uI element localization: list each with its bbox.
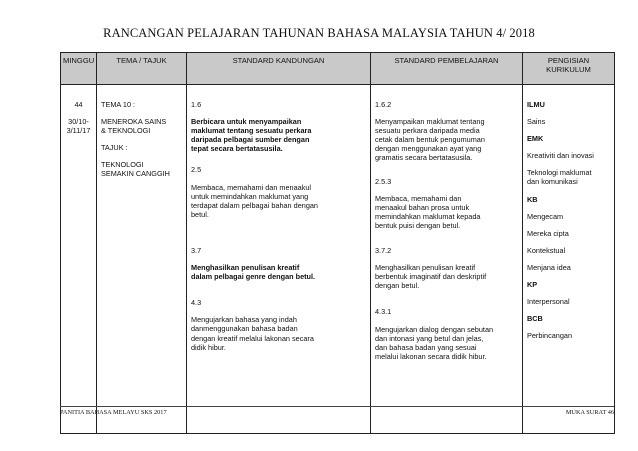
footer-left-text: PANITIA BAHASA MELAYU SKS 2017 (60, 409, 167, 416)
pk-item-menjana-idea: Menjana idea (527, 262, 571, 272)
sk-code: 2.5 (191, 165, 202, 175)
sp-text-line: dengan menggunakan ayat yang (375, 144, 482, 154)
sp-text-line: cetak dalam bentuk pengumuman (375, 135, 485, 145)
sp-text-line: dengan betul. (375, 281, 420, 291)
table-header-row (61, 53, 615, 85)
sp-text-line: memindahkan maklumat kepada (375, 211, 481, 221)
sp-text-line: dan intonasi yang betul dan jelas, (375, 333, 484, 343)
pk-item-perbincangan: Perbincangan (527, 331, 573, 341)
sk-text-line: Berbicara untuk menyampaikan (191, 117, 302, 127)
tema-label: TEMA 10 : (101, 100, 136, 109)
sk-text-line: maklumat tentang sesuatu perkara (191, 126, 312, 136)
pk-item-sains: Sains (527, 117, 546, 127)
sp-code: 4.3.1 (375, 307, 392, 317)
sp-code: 3.7.2 (375, 246, 392, 256)
sk-text-line: daripada pelbagai sumber dengan (191, 135, 310, 145)
cell-tema-tajuk (97, 85, 187, 434)
pk-heading-ilmu: ILMU (527, 100, 545, 109)
sp-text-line: dan bahasa badan yang sesuai (375, 342, 477, 352)
pk-item-tmk (527, 168, 610, 186)
tema-line-2: & TEKNOLOGI (101, 126, 151, 136)
sk-text-line: danmenggunakan bahasa badan (191, 324, 298, 334)
sk-code: 3.7 (191, 245, 202, 255)
header-tema-tajuk: TEMA / TAJUK (97, 53, 187, 85)
pk-heading-kb: KB (527, 194, 538, 204)
cell-standard-pembelajaran (371, 85, 523, 434)
cell-standard-kandungan (187, 85, 371, 434)
sk-code: 1.6 (191, 100, 202, 109)
week-number: 44 (74, 100, 83, 109)
footer-page-number: MUKA SURAT 46 (565, 409, 614, 416)
sk-text-line: dengan kreatif melalui lakonan secara (191, 333, 314, 343)
tajuk-line-1: TEKNOLOGI (101, 160, 144, 170)
sp-text-line: melalui lakonan secara didik hibur. (375, 351, 487, 361)
sk-text-line: Menghasilkan penulisan kreatif (191, 263, 300, 273)
page-title: RANCANGAN PELAJARAN TAHUNAN BAHASA MALAYSIA TAHUN 4/ 2018 (103, 26, 535, 40)
pk-item-kreativiti: Kreativiti dan inovasi (527, 151, 594, 161)
tajuk-label: TAJUK : (101, 143, 128, 153)
pk-item-mereka-cipta: Mereka cipta (527, 228, 569, 238)
sk-text-line: didik hibur. (191, 342, 226, 352)
cell-pengisian-kurikulum (523, 85, 615, 434)
cell-minggu (61, 85, 97, 434)
sp-code: 1.6.2 (375, 100, 392, 109)
sp-text-line: sesuatu perkara daripada media (375, 126, 480, 136)
tajuk-line-2: SEMAKIN CANGGIH (101, 169, 170, 179)
footer-rule (60, 406, 614, 407)
sp-text-line: Mengujarkan dialog dengan sebutan (375, 324, 494, 334)
pk-item-interpersonal: Interpersonal (527, 297, 570, 307)
week-date-start: 30/10- (68, 117, 89, 127)
week-date-end: 3/11/17 (66, 126, 91, 136)
sk-text-line: Mengujarkan bahasa yang indah (191, 315, 297, 325)
sk-text-line: untuk memindahkan maklumat yang (191, 191, 309, 201)
pk-item-tmk-line2: dan komunikasi (527, 177, 578, 187)
header-minggu: MINGGU (61, 53, 97, 85)
header-standard-kandungan: STANDARD KANDUNGAN (187, 53, 371, 85)
header-pengisian-kurikulum (523, 53, 615, 85)
header-pk-line1: PENGISIAN (547, 56, 590, 65)
sp-text-line: Menyampaikan maklumat tentang (375, 117, 485, 127)
sp-text-line: menaakul bahan prosa untuk (375, 202, 470, 212)
sk-code: 4.3 (191, 298, 202, 308)
sp-text-line: bentuk puisi dengan betul. (375, 220, 461, 230)
sk-text-line: dalam pelbagai genre dengan betul. (191, 272, 316, 282)
lesson-plan-table (60, 52, 615, 434)
header-standard-pembelajaran: STANDARD PEMBELAJARAN (371, 53, 523, 85)
sp-text-line: Membaca, memahami dan (375, 193, 462, 203)
sp-text-line: berbentuk imaginatif dan deskriptif (375, 272, 487, 282)
sk-text-line: tepat secara bertatasusila. (191, 144, 283, 154)
sp-code: 2.5.3 (375, 176, 392, 186)
pk-item-mengecam: Mengecam (527, 211, 564, 221)
pk-heading-bcb: BCB (527, 314, 543, 324)
header-pk-line2: KURIKULUM (546, 65, 591, 74)
sk-text-line: terdapat dalam pelbagai bahan dengan (191, 200, 318, 210)
sk-text-line: betul. (191, 209, 209, 219)
pk-heading-emk: EMK (527, 134, 544, 144)
sk-text-line: Membaca, memahami dan menaakul (191, 182, 312, 192)
pk-item-tmk-line1: Teknologi maklumat (527, 168, 592, 178)
pk-item-kontekstual: Kontekstual (527, 245, 566, 255)
sp-text-line: gramatis secara bertatasusila. (375, 153, 473, 163)
pk-heading-kp: KP (527, 280, 538, 290)
table-row (61, 85, 615, 434)
tema-line-1: MENEROKA SAINS (101, 117, 167, 127)
sp-text-line: Menghasilkan penulisan kreatif (375, 263, 476, 273)
